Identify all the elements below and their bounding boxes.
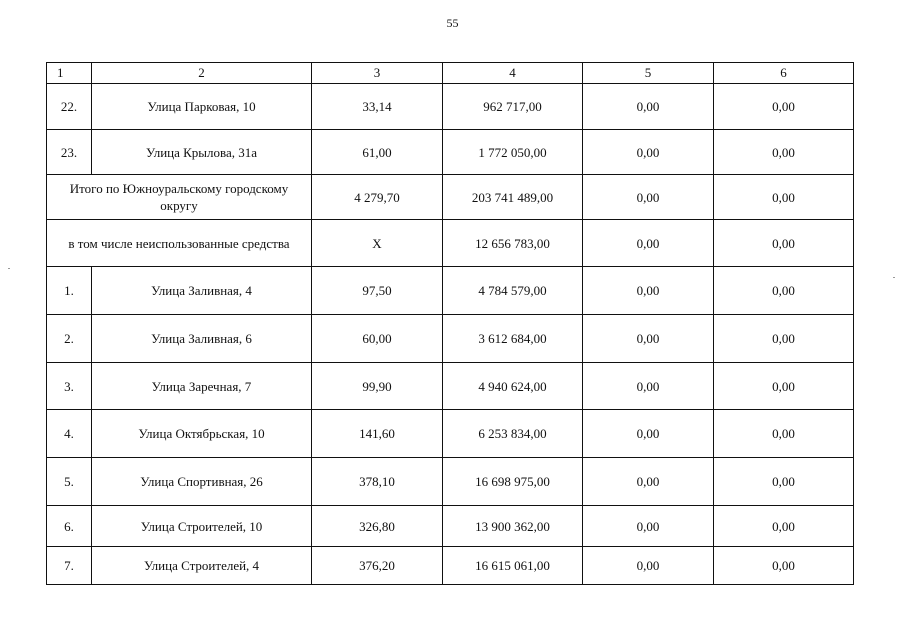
unused-funds-row bbox=[47, 220, 854, 267]
cell-col3: 97,50 bbox=[312, 267, 443, 315]
header-cell: 2 bbox=[92, 63, 312, 84]
cell-col5: 0,00 bbox=[583, 458, 714, 506]
table-row bbox=[47, 363, 854, 410]
cell-col6: 0,00 bbox=[714, 220, 854, 267]
cell-col3: 376,20 bbox=[312, 547, 443, 585]
cell-col3: 60,00 bbox=[312, 315, 443, 363]
row-number: 22. bbox=[47, 84, 92, 130]
street-name: Улица Крылова, 31а bbox=[92, 130, 312, 175]
page-number: 55 bbox=[446, 16, 459, 30]
table-row bbox=[47, 315, 854, 363]
cell-col4: 13 900 362,00 bbox=[443, 506, 583, 547]
header-cell: 1 bbox=[47, 63, 92, 84]
cell-col4: 4 784 579,00 bbox=[443, 267, 583, 315]
header-cell: 3 bbox=[312, 63, 443, 84]
cell-col6: 0,00 bbox=[714, 175, 854, 220]
cell-col3: 326,80 bbox=[312, 506, 443, 547]
table-row bbox=[47, 458, 854, 506]
header-cell: 4 bbox=[443, 63, 583, 84]
cell-col6: 0,00 bbox=[714, 363, 854, 410]
cell-col6: 0,00 bbox=[714, 130, 854, 175]
cell-col4: 16 615 061,00 bbox=[443, 547, 583, 585]
cell-col6: 0,00 bbox=[714, 547, 854, 585]
cell-col3: Х bbox=[312, 220, 443, 267]
cell-col6: 0,00 bbox=[714, 410, 854, 458]
cell-col6: 0,00 bbox=[714, 315, 854, 363]
cell-col5: 0,00 bbox=[583, 130, 714, 175]
cell-col4: 16 698 975,00 bbox=[443, 458, 583, 506]
table-header-row bbox=[47, 63, 854, 84]
row-number: 3. bbox=[47, 363, 92, 410]
total-row bbox=[47, 175, 854, 220]
row-number: 2. bbox=[47, 315, 92, 363]
cell-col4: 1 772 050,00 bbox=[443, 130, 583, 175]
cell-col5: 0,00 bbox=[583, 410, 714, 458]
street-name: Улица Спортивная, 26 bbox=[92, 458, 312, 506]
scan-speck bbox=[8, 268, 10, 269]
row-number: 5. bbox=[47, 458, 92, 506]
cell-col4: 962 717,00 bbox=[443, 84, 583, 130]
cell-col6: 0,00 bbox=[714, 267, 854, 315]
table-row bbox=[47, 506, 854, 547]
street-name: Улица Заливная, 6 bbox=[92, 315, 312, 363]
street-name: Улица Заливная, 4 bbox=[92, 267, 312, 315]
table-row bbox=[47, 84, 854, 130]
row-number: 1. bbox=[47, 267, 92, 315]
table-row bbox=[47, 130, 854, 175]
row-number: 23. bbox=[47, 130, 92, 175]
cell-col6: 0,00 bbox=[714, 84, 854, 130]
cell-col3: 141,60 bbox=[312, 410, 443, 458]
row-number: 7. bbox=[47, 547, 92, 585]
cell-col4: 203 741 489,00 bbox=[443, 175, 583, 220]
cell-col3: 33,14 bbox=[312, 84, 443, 130]
cell-col4: 4 940 624,00 bbox=[443, 363, 583, 410]
cell-col3: 378,10 bbox=[312, 458, 443, 506]
scan-speck bbox=[893, 277, 895, 278]
cell-col5: 0,00 bbox=[583, 175, 714, 220]
cell-col4: 3 612 684,00 bbox=[443, 315, 583, 363]
cell-col5: 0,00 bbox=[583, 267, 714, 315]
row-number: 6. bbox=[47, 506, 92, 547]
cell-col4: 12 656 783,00 bbox=[443, 220, 583, 267]
cell-col5: 0,00 bbox=[583, 84, 714, 130]
cell-col5: 0,00 bbox=[583, 506, 714, 547]
table-row bbox=[47, 410, 854, 458]
budget-table bbox=[46, 62, 854, 585]
header-cell: 6 bbox=[714, 63, 854, 84]
street-name: Улица Строителей, 4 bbox=[92, 547, 312, 585]
street-name: Улица Заречная, 7 bbox=[92, 363, 312, 410]
street-name: Улица Парковая, 10 bbox=[92, 84, 312, 130]
cell-col5: 0,00 bbox=[583, 315, 714, 363]
total-label: Итого по Южноуральскому городскому округу bbox=[47, 175, 312, 220]
cell-col5: 0,00 bbox=[583, 547, 714, 585]
cell-col6: 0,00 bbox=[714, 458, 854, 506]
header-cell: 5 bbox=[583, 63, 714, 84]
table-row bbox=[47, 267, 854, 315]
unused-label: в том числе неиспользованные средства bbox=[47, 220, 312, 267]
row-number: 4. bbox=[47, 410, 92, 458]
cell-col4: 6 253 834,00 bbox=[443, 410, 583, 458]
cell-col6: 0,00 bbox=[714, 506, 854, 547]
cell-col3: 61,00 bbox=[312, 130, 443, 175]
street-name: Улица Октябрьская, 10 bbox=[92, 410, 312, 458]
cell-col3: 99,90 bbox=[312, 363, 443, 410]
cell-col5: 0,00 bbox=[583, 363, 714, 410]
cell-col3: 4 279,70 bbox=[312, 175, 443, 220]
cell-col5: 0,00 bbox=[583, 220, 714, 267]
table-row bbox=[47, 547, 854, 585]
street-name: Улица Строителей, 10 bbox=[92, 506, 312, 547]
